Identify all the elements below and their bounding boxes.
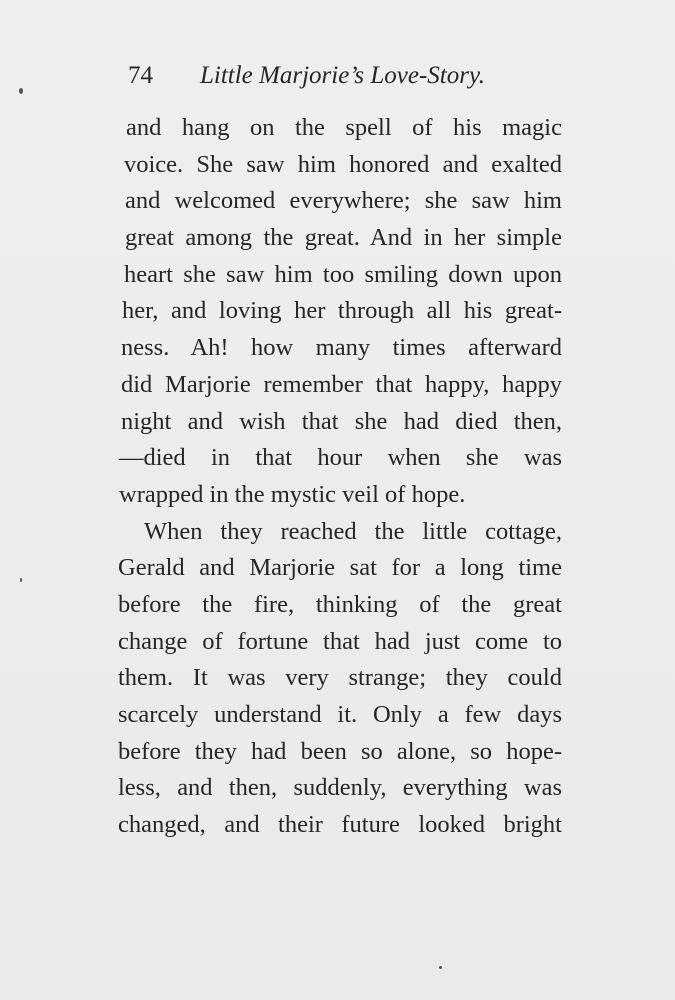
text-line: great among the great. And in her simple [125,224,562,252]
text-line: before the fire, thinking of the great [118,590,562,618]
text-line: Gerald and Marjorie sat for a long time [118,554,562,582]
text-line: wrapped in the mystic veil of hope. [119,480,466,508]
text-line: her, and loving her through all his great- [122,297,562,325]
running-title: Little Marjorie’s Love-Story. [200,62,485,89]
ink-speck [439,966,442,969]
text-line: night and wish that she had died then, [121,407,562,435]
text-line: before they had been so alone, so hope- [118,737,562,765]
text-line: less, and then, suddenly, everything was [118,774,562,802]
text-line: did Marjorie remember that happy, happy [121,370,562,398]
text-line: voice. She saw him honored and exalted [124,150,562,178]
text-line: heart she saw him too smiling down upon [124,260,562,288]
ink-speck [19,88,23,94]
text-line: changed, and their future looked bright [118,811,562,839]
ink-speck [20,578,22,582]
text-line: them. It was very strange; they could [118,664,562,692]
text-line: change of fortune that had just come to [118,627,562,655]
text-line: When they reached the little cottage, [144,517,562,545]
text-line: and hang on the spell of his magic [126,114,562,141]
text-line: ness. Ah! how many times afterward [121,334,562,362]
text-line: —died in that hour when she was [119,444,562,472]
body-text [118,110,562,844]
page-header [128,62,548,102]
paragraph-2 [118,514,562,844]
text-line: scarcely understand it. Only a few days [118,701,562,728]
text-line: and welcomed everywhere; she saw him [125,187,562,215]
page-number: 74 [128,62,153,89]
paragraph-1 [118,110,562,514]
